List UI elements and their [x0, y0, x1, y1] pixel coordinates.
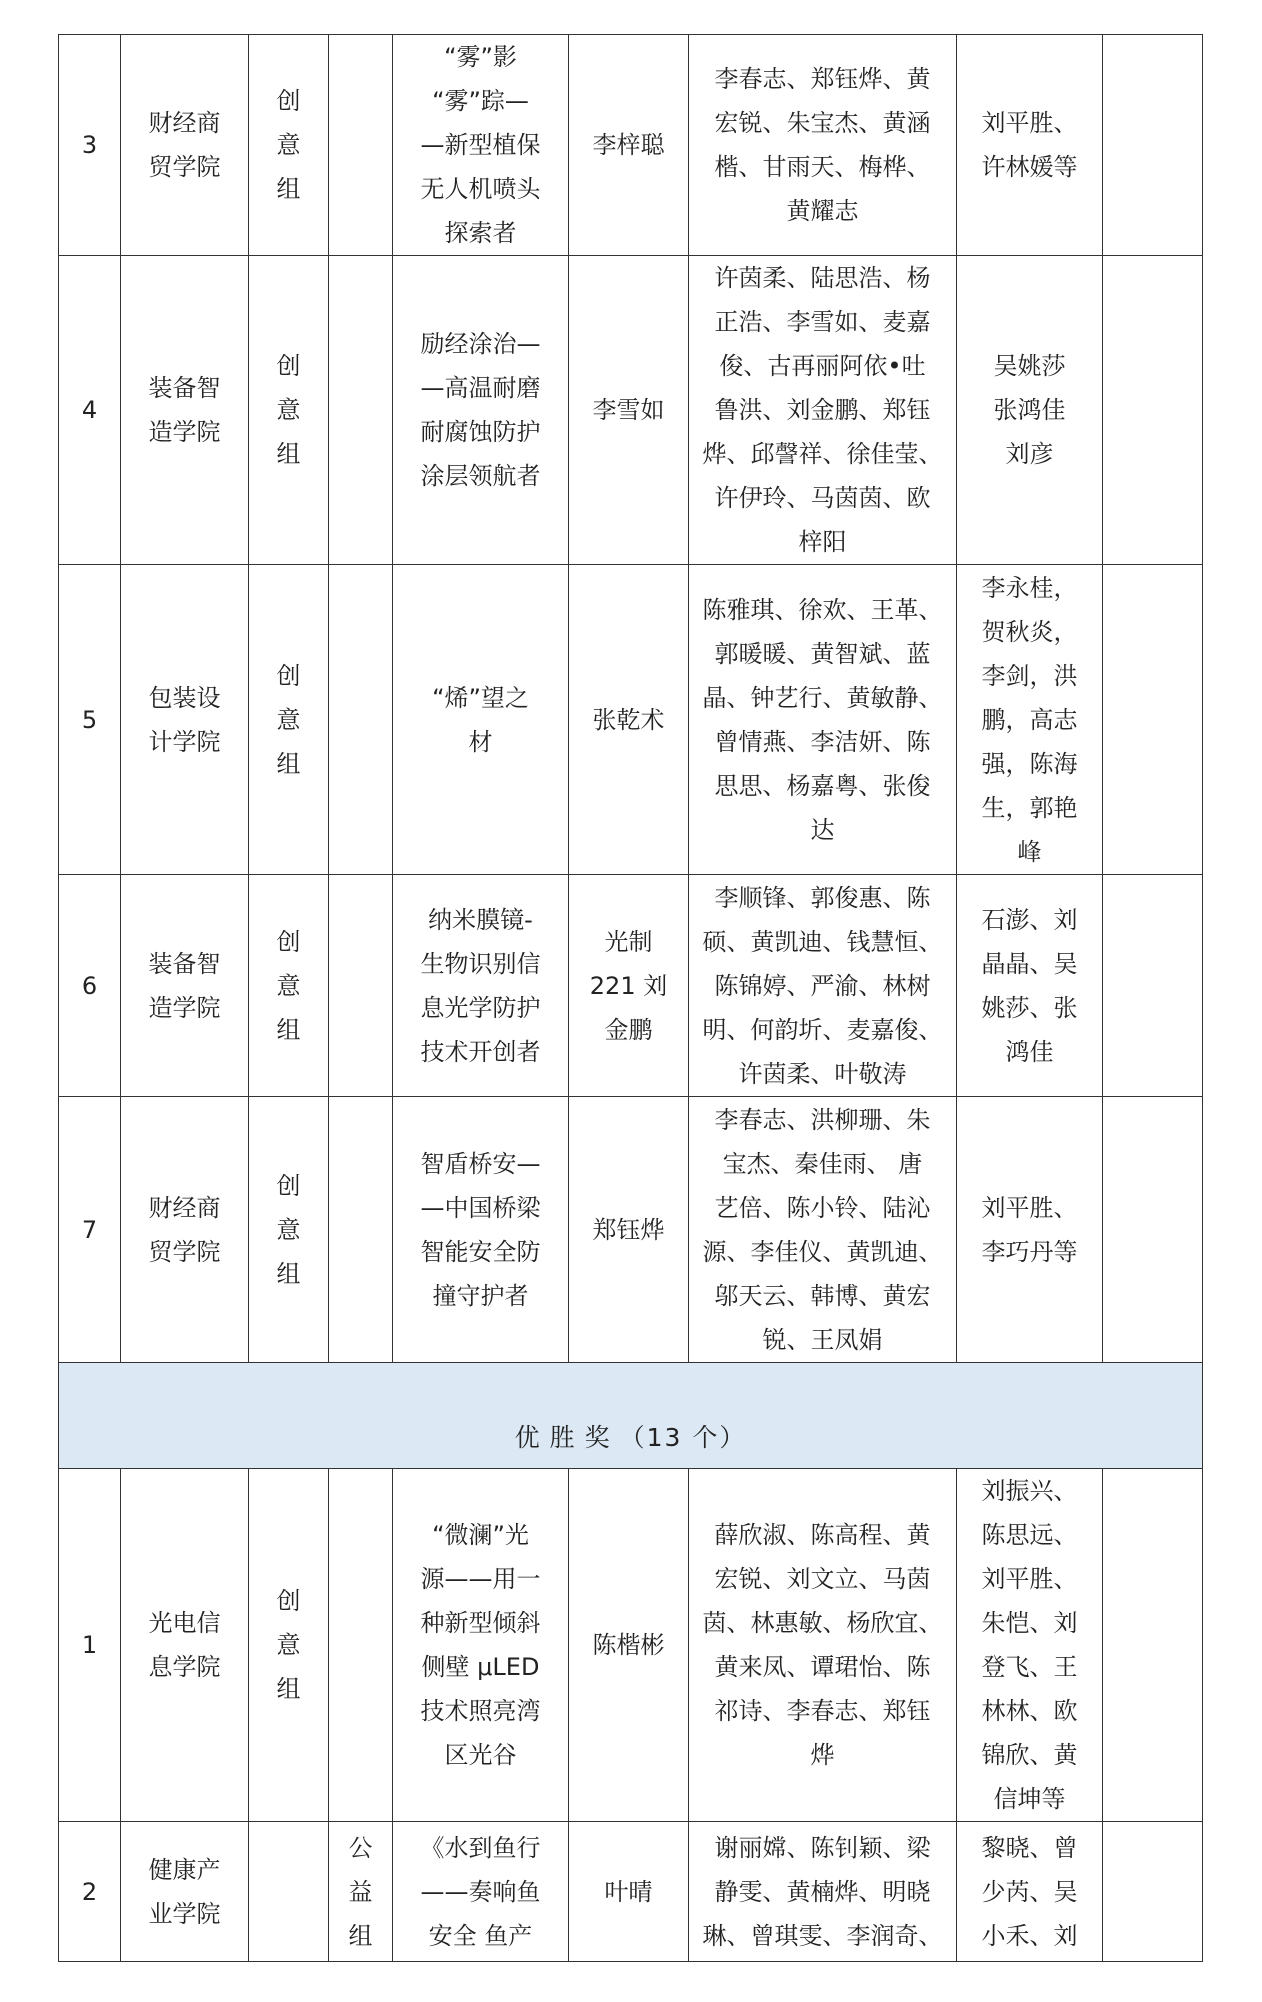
members-cell: 李春志、郑钰烨、黄 宏锐、朱宝杰、黄涵 楷、甘雨天、梅桦、 黄耀志: [689, 35, 957, 256]
leader-cell: 李梓聪: [569, 35, 689, 256]
members-cell: 李春志、洪柳珊、朱 宝杰、秦佳雨、 唐 艺倍、陈小铃、陆沁 源、李佳仪、黄凯迪、 邬天云、韩博、黄宏 锐、王凤娟: [689, 1097, 957, 1363]
row-number: 5: [59, 565, 121, 875]
section-count: （13 个）: [619, 1422, 747, 1452]
public-group-cell: [329, 35, 393, 256]
section-header: [59, 1363, 1203, 1469]
college-cell: 健康产 业学院: [121, 1822, 249, 1962]
project-cell: 纳米膜镜- 生物识别信 息光学防护 技术开创者: [393, 875, 569, 1097]
row-number: 4: [59, 256, 121, 565]
section-title-text: 优胜奖: [514, 1422, 620, 1452]
leader-cell: 李雪如: [569, 256, 689, 565]
remark-cell: [1103, 1469, 1203, 1822]
advisors-cell: 刘平胜、 李巧丹等: [957, 1097, 1103, 1363]
leader-cell: 张乾术: [569, 565, 689, 875]
group-cell: 创 意 组: [249, 875, 329, 1097]
project-cell: “雾”影 “雾”踪— —新型植保 无人机喷头 探索者: [393, 35, 569, 256]
table-row: [59, 565, 1203, 875]
public-group-cell: 公 益 组: [329, 1822, 393, 1962]
college-cell: 财经商 贸学院: [121, 35, 249, 256]
public-group-cell: [329, 256, 393, 565]
advisors-cell: 李永桂， 贺秋炎， 李剑，洪 鹏，高志 强，陈海 生，郭艳 峰: [957, 565, 1103, 875]
remark-cell: [1103, 1097, 1203, 1363]
public-group-cell: [329, 1097, 393, 1363]
leader-cell: 光制 221 刘 金鹏: [569, 875, 689, 1097]
row-number: 7: [59, 1097, 121, 1363]
group-cell: 创 意 组: [249, 565, 329, 875]
award-table: [58, 34, 1203, 1962]
leader-cell: 叶晴: [569, 1822, 689, 1962]
group-cell: 创 意 组: [249, 256, 329, 565]
row-number: 1: [59, 1469, 121, 1822]
public-group-cell: [329, 875, 393, 1097]
section-title: [515, 1423, 620, 1452]
table-row: [59, 1469, 1203, 1822]
college-cell: 装备智 造学院: [121, 875, 249, 1097]
members-cell: 薛欣淑、陈高程、黄 宏锐、刘文立、马茵 茵、林惠敏、杨欣宜、 黄来凤、谭珺怡、陈 祁诗、李春志、郑钰 烨: [689, 1469, 957, 1822]
group-cell: [249, 1822, 329, 1962]
remark-cell: [1103, 256, 1203, 565]
members-cell: 李顺锋、郭俊惠、陈 硕、黄凯迪、钱慧恒、 陈锦婷、严渝、林树 明、何韵圻、麦嘉俊、 许茵柔、叶敬涛: [689, 875, 957, 1097]
members-cell: 许茵柔、陆思浩、杨 正浩、李雪如、麦嘉 俊、古再丽阿依•吐 鲁洪、刘金鹏、郑钰 烨、邱謦祥、徐佳莹、 许伊玲、马茵茵、欧 梓阳: [689, 256, 957, 565]
project-cell: 智盾桥安— —中国桥梁 智能安全防 撞守护者: [393, 1097, 569, 1363]
college-cell: 装备智 造学院: [121, 256, 249, 565]
remark-cell: [1103, 875, 1203, 1097]
project-cell: 《水到鱼行 ——奏响鱼 安全 鱼产: [393, 1822, 569, 1962]
advisors-cell: 刘振兴、 陈思远、 刘平胜、 朱恺、刘 登飞、王 林林、欧 锦欣、黄 信坤等: [957, 1469, 1103, 1822]
group-cell: 创 意 组: [249, 35, 329, 256]
college-cell: 光电信 息学院: [121, 1469, 249, 1822]
table-row: [59, 35, 1203, 256]
table-row: [59, 875, 1203, 1097]
project-cell: 励经涂治— —高温耐磨 耐腐蚀防护 涂层领航者: [393, 256, 569, 565]
row-number: 3: [59, 35, 121, 256]
remark-cell: [1103, 35, 1203, 256]
advisors-cell: 刘平胜、 许林媛等: [957, 35, 1103, 256]
remark-cell: [1103, 1822, 1203, 1962]
table-row: [59, 256, 1203, 565]
advisors-cell: 黎晓、曾 少芮、吴 小禾、刘: [957, 1822, 1103, 1962]
row-number: 6: [59, 875, 121, 1097]
group-cell: 创 意 组: [249, 1469, 329, 1822]
members-cell: 谢丽嫦、陈钊颖、梁 静雯、黄楠烨、明晓 琳、曾琪雯、李润奇、: [689, 1822, 957, 1962]
college-cell: 包装设 计学院: [121, 565, 249, 875]
remark-cell: [1103, 565, 1203, 875]
table-row: [59, 1097, 1203, 1363]
members-cell: 陈雅琪、徐欢、王革、 郭暖暖、黄智斌、蓝 晶、钟艺行、黄敏静、 曾情燕、李洁妍、陈 思思、杨嘉粤、张俊 达: [689, 565, 957, 875]
public-group-cell: [329, 1469, 393, 1822]
group-cell: 创 意 组: [249, 1097, 329, 1363]
public-group-cell: [329, 565, 393, 875]
table-row: [59, 1822, 1203, 1962]
leader-cell: 陈楷彬: [569, 1469, 689, 1822]
advisors-cell: 石澎、刘 晶晶、吴 姚莎、张 鸿佳: [957, 875, 1103, 1097]
leader-cell: 郑钰烨: [569, 1097, 689, 1363]
project-cell: “微澜”光 源——用一 种新型倾斜 侧壁 μLED 技术照亮湾 区光谷: [393, 1469, 569, 1822]
project-cell: “烯”望之 材: [393, 565, 569, 875]
college-cell: 财经商 贸学院: [121, 1097, 249, 1363]
advisors-cell: 吴姚莎 张鸿佳 刘彦: [957, 256, 1103, 565]
section-header-row: [59, 1363, 1203, 1469]
row-number: 2: [59, 1822, 121, 1962]
